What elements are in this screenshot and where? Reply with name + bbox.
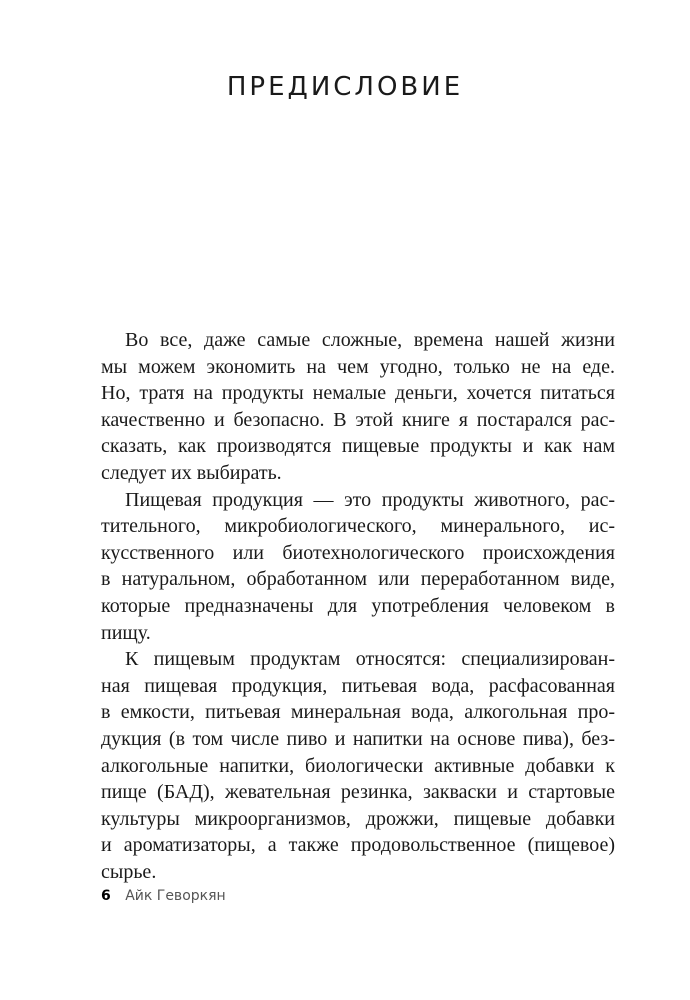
text-line: кусственного или биотехнологического происхождения [101,541,615,564]
paragraph-3 [101,646,615,885]
text-line: К пищевым продуктам относятся: специализирован- [125,648,615,671]
text-line: сырье. [101,860,157,883]
page-title: ПРЕДИСЛОВИЕ [226,72,464,102]
text-line: пищу. [101,621,151,644]
text-line: мы можем экономить на чем угодно, только не на еде. [101,355,615,378]
paragraph-2 [101,487,615,647]
text-line: Пищевая продукция — это продукты животного, рас- [125,488,615,511]
author-name: Айк Геворкян [125,888,226,904]
text-line: в емкости, питьевая минеральная вода, алкогольная про- [101,701,615,724]
text-line: которые предназначены для употребления человеком в [101,594,615,617]
text-line: ная пищевая продукция, питьевая вода, расфасованная [101,674,615,697]
body-text [101,327,615,885]
paragraph-1 [101,327,615,487]
text-line: качественно и безопасно. В этой книге я постарался рас- [101,408,615,431]
text-line: Но, тратя на продукты немалые деньги, хочется питаться [101,382,615,405]
text-line: в натуральном, обработанном или переработанном виде, [101,568,615,591]
text-line: пище (БАД), жевательная резинка, закваски и стартовые [101,781,615,804]
running-footer [101,886,226,906]
text-line: культуры микроорганизмов, дрожжи, пищевые добавки [101,807,615,830]
text-line: следует их выбирать. [101,461,282,484]
text-line: тительного, микробиологического, минерального, ис- [101,515,615,538]
text-line: алкогольные напитки, биологически активные добавки к [101,754,615,777]
text-line: Во все, даже самые сложные, времена нашей жизни [125,329,615,351]
text-line: и ароматизаторы, а также продовольственное (пищевое) [101,834,615,857]
text-line: дукция (в том числе пиво и напитки на основе пива), без- [101,727,615,750]
page-number: 6 [101,888,111,904]
text-line: сказать, как производятся пищевые продукты и как нам [101,435,615,458]
